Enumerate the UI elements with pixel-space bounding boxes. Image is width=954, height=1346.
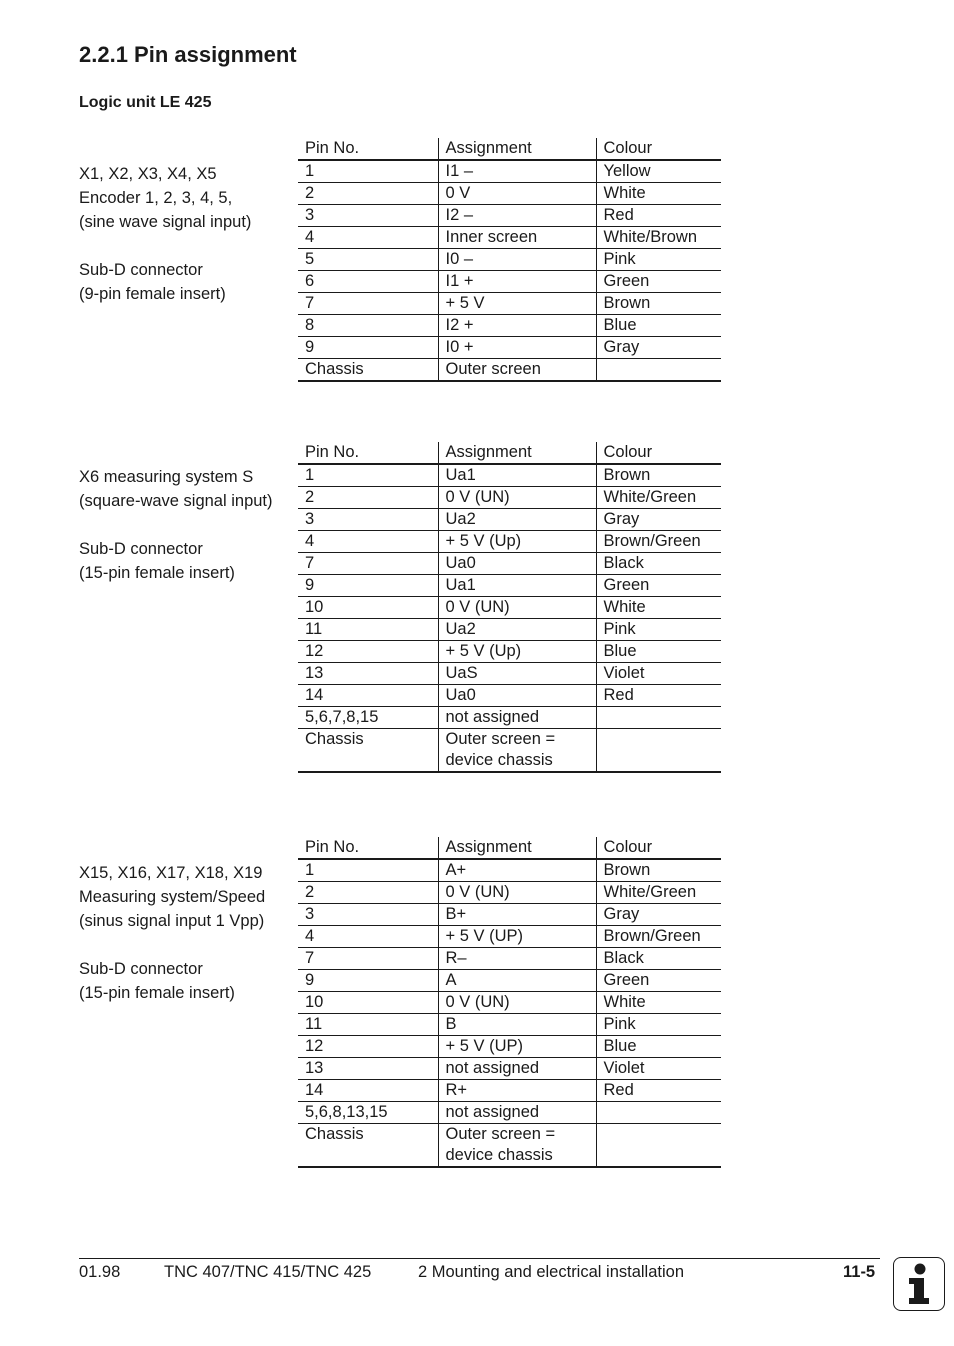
table-row: [298, 992, 721, 1014]
pin-number-cell: Chassis: [298, 1124, 438, 1168]
pin-number-cell: Chassis: [298, 729, 438, 773]
pin-number-cell: 3: [298, 205, 438, 227]
footer-page-number: 11-5: [843, 1263, 876, 1281]
column-header: Assignment: [438, 837, 596, 859]
colour-cell: Red: [596, 685, 721, 707]
colour-cell: Brown: [596, 859, 721, 882]
colour-cell: Gray: [596, 904, 721, 926]
connector-description-x15-x19: [79, 861, 294, 1005]
colour-cell: White/Green: [596, 882, 721, 904]
colour-cell: Brown: [596, 293, 721, 315]
colour-cell: Blue: [596, 641, 721, 663]
description-line: [79, 234, 294, 258]
table-row: [298, 1080, 721, 1102]
info-icon: [893, 1257, 945, 1311]
pin-number-cell: Chassis: [298, 359, 438, 382]
assignment-cell: Outer screen = device chassis: [438, 729, 596, 773]
colour-cell: Violet: [596, 1058, 721, 1080]
pin-number-cell: 5,6,8,13,15: [298, 1102, 438, 1124]
description-line: X15, X16, X17, X18, X19: [79, 864, 263, 882]
pin-number-cell: 7: [298, 293, 438, 315]
pin-number-cell: 11: [298, 619, 438, 641]
colour-cell: Red: [596, 1080, 721, 1102]
pin-number-cell: 10: [298, 992, 438, 1014]
colour-cell: Green: [596, 575, 721, 597]
table-row: [298, 575, 721, 597]
assignment-cell: R–: [438, 948, 596, 970]
pin-number-cell: 7: [298, 553, 438, 575]
page-title: 2.2.1 Pin assignment: [79, 42, 297, 67]
pin-table-x15-x19: [298, 837, 721, 1168]
footer-chapter: 2 Mounting and electrical installation: [418, 1263, 684, 1281]
colour-cell: Brown/Green: [596, 926, 721, 948]
assignment-cell: A: [438, 970, 596, 992]
description-line: (square-wave signal input): [79, 492, 273, 510]
assignment-cell: + 5 V (UP): [438, 1036, 596, 1058]
pin-number-cell: 4: [298, 227, 438, 249]
table-row: [298, 359, 721, 382]
table-row: [298, 641, 721, 663]
table-row: [298, 337, 721, 359]
table-row: [298, 183, 721, 205]
assignment-cell: 0 V (UN): [438, 992, 596, 1014]
footer-divider: [79, 1258, 880, 1259]
table-row: [298, 315, 721, 337]
assignment-cell: 0 V (UN): [438, 882, 596, 904]
colour-cell: Pink: [596, 1014, 721, 1036]
pin-number-cell: 6: [298, 271, 438, 293]
table-header-row: [298, 837, 721, 859]
connector-description-x1-x5: [79, 162, 294, 306]
table-row: [298, 859, 721, 882]
description-line: [79, 933, 294, 957]
table-row: [298, 707, 721, 729]
colour-cell: Yellow: [596, 160, 721, 183]
table-row: [298, 1102, 721, 1124]
pin-number-cell: 8: [298, 315, 438, 337]
pin-number-cell: 5: [298, 249, 438, 271]
column-header: Colour: [596, 442, 721, 464]
assignment-cell: not assigned: [438, 1102, 596, 1124]
assignment-cell: I2 +: [438, 315, 596, 337]
assignment-cell: + 5 V (Up): [438, 531, 596, 553]
colour-cell: [596, 707, 721, 729]
assignment-cell: Ua2: [438, 619, 596, 641]
column-header: Pin No.: [298, 837, 438, 859]
colour-cell: White: [596, 992, 721, 1014]
description-line: [79, 513, 294, 537]
pin-number-cell: 10: [298, 597, 438, 619]
colour-cell: White/Brown: [596, 227, 721, 249]
pin-number-cell: 1: [298, 160, 438, 183]
table-row: [298, 487, 721, 509]
table-row: [298, 1058, 721, 1080]
table-row: [298, 271, 721, 293]
assignment-cell: UaS: [438, 663, 596, 685]
pin-number-cell: 12: [298, 1036, 438, 1058]
table-row: [298, 597, 721, 619]
pin-number-cell: 1: [298, 859, 438, 882]
pin-number-cell: 13: [298, 663, 438, 685]
description-line: (sine wave signal input): [79, 213, 252, 231]
pin-number-cell: 5,6,7,8,15: [298, 707, 438, 729]
pin-table-x6: [298, 442, 721, 773]
pin-number-cell: 14: [298, 685, 438, 707]
table-row: [298, 205, 721, 227]
colour-cell: White: [596, 183, 721, 205]
table-row: [298, 249, 721, 271]
pin-number-cell: 2: [298, 882, 438, 904]
colour-cell: Gray: [596, 337, 721, 359]
assignment-cell: + 5 V (UP): [438, 926, 596, 948]
assignment-cell: Ua0: [438, 553, 596, 575]
assignment-cell: + 5 V: [438, 293, 596, 315]
table-row: [298, 227, 721, 249]
description-line: Sub-D connector: [79, 540, 203, 558]
pin-number-cell: 3: [298, 509, 438, 531]
column-header: Pin No.: [298, 138, 438, 160]
assignment-cell: I2 –: [438, 205, 596, 227]
assignment-cell: Ua2: [438, 509, 596, 531]
footer-product: TNC 407/TNC 415/TNC 425: [164, 1263, 372, 1281]
assignment-cell: I0 –: [438, 249, 596, 271]
colour-cell: [596, 359, 721, 382]
pin-table-x1-x5: [298, 138, 721, 382]
pin-number-cell: 11: [298, 1014, 438, 1036]
colour-cell: Red: [596, 205, 721, 227]
table-row: [298, 926, 721, 948]
table-row: [298, 948, 721, 970]
table-row: [298, 531, 721, 553]
pin-number-cell: 4: [298, 926, 438, 948]
description-line: Measuring system/Speed: [79, 888, 266, 906]
column-header: Colour: [596, 837, 721, 859]
colour-cell: White/Green: [596, 487, 721, 509]
pin-number-cell: 12: [298, 641, 438, 663]
description-line: Encoder 1, 2, 3, 4, 5,: [79, 189, 233, 207]
assignment-cell: Ua1: [438, 575, 596, 597]
description-line: X1, X2, X3, X4, X5: [79, 165, 217, 183]
assignment-cell: I1 +: [438, 271, 596, 293]
pin-number-cell: 13: [298, 1058, 438, 1080]
colour-cell: Green: [596, 970, 721, 992]
colour-cell: White: [596, 597, 721, 619]
assignment-cell: not assigned: [438, 1058, 596, 1080]
table-row: [298, 553, 721, 575]
colour-cell: Pink: [596, 619, 721, 641]
description-line: Sub-D connector: [79, 960, 203, 978]
colour-cell: [596, 1102, 721, 1124]
assignment-cell: + 5 V (Up): [438, 641, 596, 663]
column-header: Assignment: [438, 442, 596, 464]
table-row: [298, 619, 721, 641]
table-row: [298, 293, 721, 315]
assignment-cell: Ua1: [438, 464, 596, 487]
assignment-cell: 0 V (UN): [438, 597, 596, 619]
column-header: Colour: [596, 138, 721, 160]
table-row: [298, 1014, 721, 1036]
footer-date: 01.98: [79, 1263, 121, 1281]
pin-number-cell: 1: [298, 464, 438, 487]
assignment-cell: B: [438, 1014, 596, 1036]
pin-number-cell: 14: [298, 1080, 438, 1102]
colour-cell: Brown: [596, 464, 721, 487]
colour-cell: Gray: [596, 509, 721, 531]
table-header-row: [298, 138, 721, 160]
pin-number-cell: 9: [298, 575, 438, 597]
pin-number-cell: 9: [298, 970, 438, 992]
table-row: [298, 509, 721, 531]
table-row: [298, 663, 721, 685]
colour-cell: Pink: [596, 249, 721, 271]
assignment-cell: not assigned: [438, 707, 596, 729]
table-row: [298, 160, 721, 183]
section-subtitle: Logic unit LE 425: [79, 94, 212, 111]
colour-cell: Black: [596, 553, 721, 575]
assignment-cell: A+: [438, 859, 596, 882]
pin-number-cell: 2: [298, 487, 438, 509]
description-line: Sub-D connector: [79, 261, 203, 279]
description-line: (sinus signal input 1 Vpp): [79, 912, 265, 930]
colour-cell: Black: [596, 948, 721, 970]
colour-cell: Violet: [596, 663, 721, 685]
colour-cell: Blue: [596, 1036, 721, 1058]
assignment-cell: B+: [438, 904, 596, 926]
pin-number-cell: 2: [298, 183, 438, 205]
assignment-cell: 0 V: [438, 183, 596, 205]
colour-cell: [596, 729, 721, 773]
table-row: [298, 464, 721, 487]
pin-number-cell: 7: [298, 948, 438, 970]
assignment-cell: I0 +: [438, 337, 596, 359]
assignment-cell: R+: [438, 1080, 596, 1102]
column-header: Pin No.: [298, 442, 438, 464]
pin-number-cell: 3: [298, 904, 438, 926]
table-row: [298, 1036, 721, 1058]
assignment-cell: I1 –: [438, 160, 596, 183]
connector-description-x6: [79, 465, 294, 585]
assignment-cell: Outer screen: [438, 359, 596, 382]
colour-cell: Blue: [596, 315, 721, 337]
table-row: [298, 729, 721, 773]
pin-number-cell: 4: [298, 531, 438, 553]
colour-cell: [596, 1124, 721, 1168]
assignment-cell: Inner screen: [438, 227, 596, 249]
description-line: (15-pin female insert): [79, 564, 235, 582]
description-line: X6 measuring system S: [79, 468, 254, 486]
table-row: [298, 904, 721, 926]
description-line: (9-pin female insert): [79, 285, 226, 303]
colour-cell: Brown/Green: [596, 531, 721, 553]
table-row: [298, 882, 721, 904]
colour-cell: Green: [596, 271, 721, 293]
assignment-cell: Outer screen = device chassis: [438, 1124, 596, 1168]
assignment-cell: Ua0: [438, 685, 596, 707]
table-row: [298, 1124, 721, 1168]
table-header-row: [298, 442, 721, 464]
table-row: [298, 685, 721, 707]
description-line: (15-pin female insert): [79, 984, 235, 1002]
pin-number-cell: 9: [298, 337, 438, 359]
column-header: Assignment: [438, 138, 596, 160]
table-row: [298, 970, 721, 992]
assignment-cell: 0 V (UN): [438, 487, 596, 509]
